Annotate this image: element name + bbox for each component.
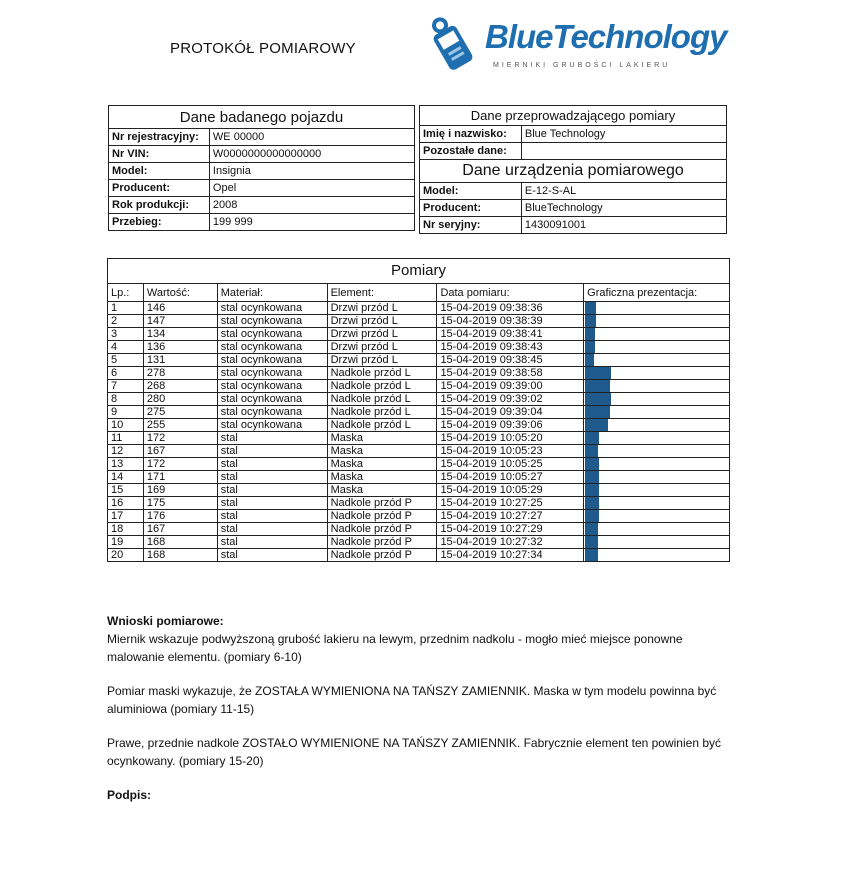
table-row xyxy=(108,406,730,419)
cell-graph xyxy=(584,328,730,341)
cell-date: 15-04-2019 09:39:06 xyxy=(437,419,584,432)
cell-graph xyxy=(584,458,730,471)
field-label: Producent: xyxy=(109,180,210,197)
cell-graph xyxy=(584,510,730,523)
cell-material: stal ocynkowana xyxy=(217,393,327,406)
column-header-row xyxy=(108,284,730,302)
table-row xyxy=(108,341,730,354)
value-bar xyxy=(585,445,598,457)
table-row xyxy=(108,523,730,536)
value-bar xyxy=(585,341,595,353)
cell-value: 167 xyxy=(143,445,217,458)
inspector-heading: Dane przeprowadzającego pomiary xyxy=(420,106,727,126)
cell-element: Nadkole przód L xyxy=(327,393,437,406)
cell-value: 146 xyxy=(143,302,217,315)
cell-lp: 4 xyxy=(108,341,144,354)
cell-element: Drzwi przód L xyxy=(327,341,437,354)
table-row xyxy=(108,432,730,445)
value-bar xyxy=(585,354,594,366)
cell-material: stal xyxy=(217,471,327,484)
table-row xyxy=(108,445,730,458)
cell-lp: 1 xyxy=(108,302,144,315)
field-value xyxy=(521,143,726,160)
conclusions-heading: Wnioski pomiarowe: xyxy=(107,614,224,628)
value-bar xyxy=(585,302,596,314)
cell-value: 147 xyxy=(143,315,217,328)
value-bar xyxy=(585,549,598,561)
field-label: Rok produkcji: xyxy=(109,197,210,214)
cell-element: Drzwi przód L xyxy=(327,328,437,341)
cell-lp: 8 xyxy=(108,393,144,406)
cell-material: stal ocynkowana xyxy=(217,315,327,328)
column-header: Data pomiaru: xyxy=(437,284,584,302)
table-row xyxy=(108,302,730,315)
cell-graph xyxy=(584,497,730,510)
table-row xyxy=(420,126,727,143)
cell-element: Drzwi przód L xyxy=(327,354,437,367)
brand-name: BlueTechnology xyxy=(485,18,727,55)
cell-element: Maska xyxy=(327,484,437,497)
cell-date: 15-04-2019 10:05:25 xyxy=(437,458,584,471)
table-row xyxy=(108,419,730,432)
cell-element: Maska xyxy=(327,471,437,484)
cell-value: 255 xyxy=(143,419,217,432)
cell-graph xyxy=(584,432,730,445)
document-title: PROTOKÓŁ POMIAROWY xyxy=(170,40,356,57)
value-bar xyxy=(585,406,610,418)
cell-lp: 15 xyxy=(108,484,144,497)
cell-element: Nadkole przód P xyxy=(327,497,437,510)
cell-element: Nadkole przód L xyxy=(327,419,437,432)
cell-lp: 3 xyxy=(108,328,144,341)
cell-value: 131 xyxy=(143,354,217,367)
field-label: Nr seryjny: xyxy=(420,217,522,234)
value-bar xyxy=(585,458,599,470)
value-bar xyxy=(585,315,596,327)
cell-graph xyxy=(584,380,730,393)
cell-graph xyxy=(584,354,730,367)
column-header: Materiał: xyxy=(217,284,327,302)
measurements-table xyxy=(107,258,730,562)
cell-element: Nadkole przód P xyxy=(327,510,437,523)
table-row xyxy=(108,315,730,328)
cell-date: 15-04-2019 10:27:27 xyxy=(437,510,584,523)
cell-date: 15-04-2019 10:05:23 xyxy=(437,445,584,458)
column-header: Wartość: xyxy=(143,284,217,302)
table-row xyxy=(109,214,415,231)
field-label: Imię i nazwisko: xyxy=(420,126,522,143)
table-row xyxy=(108,536,730,549)
cell-value: 136 xyxy=(143,341,217,354)
cell-lp: 20 xyxy=(108,549,144,562)
cell-date: 15-04-2019 09:39:04 xyxy=(437,406,584,419)
value-bar xyxy=(585,432,599,444)
cell-graph xyxy=(584,419,730,432)
table-row xyxy=(109,163,415,180)
cell-element: Nadkole przód P xyxy=(327,523,437,536)
cell-element: Nadkole przód L xyxy=(327,406,437,419)
cell-lp: 12 xyxy=(108,445,144,458)
cell-graph xyxy=(584,393,730,406)
brand-subtitle: MIERNIKI GRUBOŚCI LAKIERU xyxy=(493,62,671,69)
table-row xyxy=(109,180,415,197)
table-row xyxy=(420,200,727,217)
cell-material: stal ocynkowana xyxy=(217,367,327,380)
cell-value: 168 xyxy=(143,549,217,562)
field-label: Model: xyxy=(109,163,210,180)
value-bar xyxy=(585,393,611,405)
table-row xyxy=(108,354,730,367)
table-row xyxy=(108,380,730,393)
vehicle-table xyxy=(108,105,415,231)
cell-graph xyxy=(584,484,730,497)
table-row xyxy=(108,549,730,562)
cell-value: 268 xyxy=(143,380,217,393)
table-row xyxy=(108,497,730,510)
table-row xyxy=(108,471,730,484)
value-bar xyxy=(585,510,599,522)
vehicle-heading: Dane badanego pojazdu xyxy=(109,106,415,129)
field-label: Model: xyxy=(420,183,522,200)
cell-graph xyxy=(584,471,730,484)
cell-lp: 10 xyxy=(108,419,144,432)
cell-lp: 14 xyxy=(108,471,144,484)
cell-value: 278 xyxy=(143,367,217,380)
inspector-table xyxy=(419,105,727,234)
cell-material: stal ocynkowana xyxy=(217,419,327,432)
cell-material: stal ocynkowana xyxy=(217,380,327,393)
cell-lp: 7 xyxy=(108,380,144,393)
cell-date: 15-04-2019 10:05:20 xyxy=(437,432,584,445)
field-value: Opel xyxy=(209,180,414,197)
cell-lp: 18 xyxy=(108,523,144,536)
cell-date: 15-04-2019 09:38:41 xyxy=(437,328,584,341)
field-value: BlueTechnology xyxy=(521,200,726,217)
cell-element: Maska xyxy=(327,432,437,445)
column-header: Graficzna prezentacja: xyxy=(584,284,730,302)
cell-element: Drzwi przód L xyxy=(327,315,437,328)
cell-material: stal xyxy=(217,458,327,471)
cell-material: stal xyxy=(217,523,327,536)
cell-graph xyxy=(584,315,730,328)
device-heading: Dane urządzenia pomiarowego xyxy=(420,160,727,183)
cell-graph xyxy=(584,406,730,419)
conclusion-paragraph: Prawe, przednie nadkole ZOSTAŁO WYMIENIONE NA TAŃSZY ZAMIENNIK. Fabrycznie element ten powinien być ocynkowany. (pomiary 15-20) xyxy=(107,736,722,768)
cell-graph xyxy=(584,341,730,354)
value-bar xyxy=(585,367,611,379)
cell-value: 275 xyxy=(143,406,217,419)
brand-logo xyxy=(425,10,730,80)
value-bar xyxy=(585,536,598,548)
cell-element: Nadkole przód P xyxy=(327,536,437,549)
cell-date: 15-04-2019 09:39:00 xyxy=(437,380,584,393)
cell-graph xyxy=(584,302,730,315)
table-row xyxy=(109,146,415,163)
cell-value: 134 xyxy=(143,328,217,341)
cell-element: Nadkole przód L xyxy=(327,367,437,380)
cell-date: 15-04-2019 09:38:43 xyxy=(437,341,584,354)
cell-date: 15-04-2019 09:38:39 xyxy=(437,315,584,328)
cell-element: Drzwi przód L xyxy=(327,302,437,315)
cell-lp: 6 xyxy=(108,367,144,380)
table-row xyxy=(420,217,727,234)
value-bar xyxy=(585,484,599,496)
cell-material: stal xyxy=(217,536,327,549)
cell-date: 15-04-2019 10:05:27 xyxy=(437,471,584,484)
table-row xyxy=(108,458,730,471)
conclusion-paragraph: Miernik wskazuje podwyższoną grubość lakieru na lewym, przednim nadkolu - mogło mieć miejsce ponowne malowanie elementu. (pomiary 6-10) xyxy=(107,632,683,664)
cell-value: 168 xyxy=(143,536,217,549)
measurements-body xyxy=(108,302,730,562)
cell-lp: 5 xyxy=(108,354,144,367)
value-bar xyxy=(585,328,595,340)
field-value: 1430091001 xyxy=(521,217,726,234)
cell-lp: 2 xyxy=(108,315,144,328)
value-bar xyxy=(585,523,598,535)
field-label: Nr VIN: xyxy=(109,146,210,163)
cell-date: 15-04-2019 10:27:34 xyxy=(437,549,584,562)
cell-value: 175 xyxy=(143,497,217,510)
cell-lp: 19 xyxy=(108,536,144,549)
conclusion-paragraph: Pomiar maski wykazuje, że ZOSTAŁA WYMIENIONA NA TAŃSZY ZAMIENNIK. Maska w tym modelu powinna być aluminiowa (pomiary 11-15) xyxy=(107,684,717,716)
cell-material: stal xyxy=(217,497,327,510)
cell-date: 15-04-2019 10:05:29 xyxy=(437,484,584,497)
cell-graph xyxy=(584,549,730,562)
table-row xyxy=(108,510,730,523)
cell-lp: 13 xyxy=(108,458,144,471)
caliper-icon xyxy=(425,12,487,78)
value-bar xyxy=(585,380,610,392)
cell-material: stal ocynkowana xyxy=(217,302,327,315)
table-row xyxy=(108,367,730,380)
cell-date: 15-04-2019 09:38:45 xyxy=(437,354,584,367)
cell-value: 280 xyxy=(143,393,217,406)
cell-date: 15-04-2019 10:27:25 xyxy=(437,497,584,510)
cell-element: Maska xyxy=(327,445,437,458)
cell-date: 15-04-2019 09:38:36 xyxy=(437,302,584,315)
field-value: W0000000000000000 xyxy=(209,146,414,163)
field-label: Pozostałe dane: xyxy=(420,143,522,160)
field-value: 199 999 xyxy=(209,214,414,231)
cell-element: Maska xyxy=(327,458,437,471)
field-value: E-12-S-AL xyxy=(521,183,726,200)
cell-date: 15-04-2019 09:38:58 xyxy=(437,367,584,380)
cell-graph xyxy=(584,367,730,380)
cell-element: Nadkole przód L xyxy=(327,380,437,393)
cell-element: Nadkole przód P xyxy=(327,549,437,562)
cell-material: stal ocynkowana xyxy=(217,406,327,419)
cell-value: 172 xyxy=(143,458,217,471)
cell-material: stal xyxy=(217,445,327,458)
cell-lp: 9 xyxy=(108,406,144,419)
table-row xyxy=(109,197,415,214)
field-value: WE 00000 xyxy=(209,129,414,146)
cell-material: stal xyxy=(217,549,327,562)
table-row xyxy=(108,484,730,497)
cell-value: 172 xyxy=(143,432,217,445)
column-header: Element: xyxy=(327,284,437,302)
value-bar xyxy=(585,419,608,431)
cell-lp: 11 xyxy=(108,432,144,445)
cell-value: 171 xyxy=(143,471,217,484)
cell-graph xyxy=(584,445,730,458)
table-row xyxy=(109,129,415,146)
measurements-heading: Pomiary xyxy=(108,259,730,284)
cell-lp: 17 xyxy=(108,510,144,523)
signature-label: Podpis: xyxy=(107,788,151,802)
field-value: 2008 xyxy=(209,197,414,214)
cell-material: stal xyxy=(217,510,327,523)
field-label: Producent: xyxy=(420,200,522,217)
value-bar xyxy=(585,497,599,509)
value-bar xyxy=(585,471,599,483)
cell-value: 176 xyxy=(143,510,217,523)
conclusions-section xyxy=(107,612,727,804)
cell-graph xyxy=(584,523,730,536)
cell-value: 169 xyxy=(143,484,217,497)
cell-graph xyxy=(584,536,730,549)
cell-date: 15-04-2019 09:39:02 xyxy=(437,393,584,406)
column-header: Lp.: xyxy=(108,284,144,302)
cell-material: stal xyxy=(217,484,327,497)
cell-material: stal ocynkowana xyxy=(217,328,327,341)
field-value: Blue Technology xyxy=(521,126,726,143)
table-row xyxy=(420,183,727,200)
field-label: Przebieg: xyxy=(109,214,210,231)
table-row xyxy=(108,328,730,341)
cell-material: stal xyxy=(217,432,327,445)
cell-date: 15-04-2019 10:27:29 xyxy=(437,523,584,536)
cell-lp: 16 xyxy=(108,497,144,510)
field-value: Insignia xyxy=(209,163,414,180)
cell-value: 167 xyxy=(143,523,217,536)
table-row xyxy=(420,143,727,160)
cell-material: stal ocynkowana xyxy=(217,341,327,354)
table-row xyxy=(108,393,730,406)
cell-date: 15-04-2019 10:27:32 xyxy=(437,536,584,549)
field-label: Nr rejestracyjny: xyxy=(109,129,210,146)
cell-material: stal ocynkowana xyxy=(217,354,327,367)
